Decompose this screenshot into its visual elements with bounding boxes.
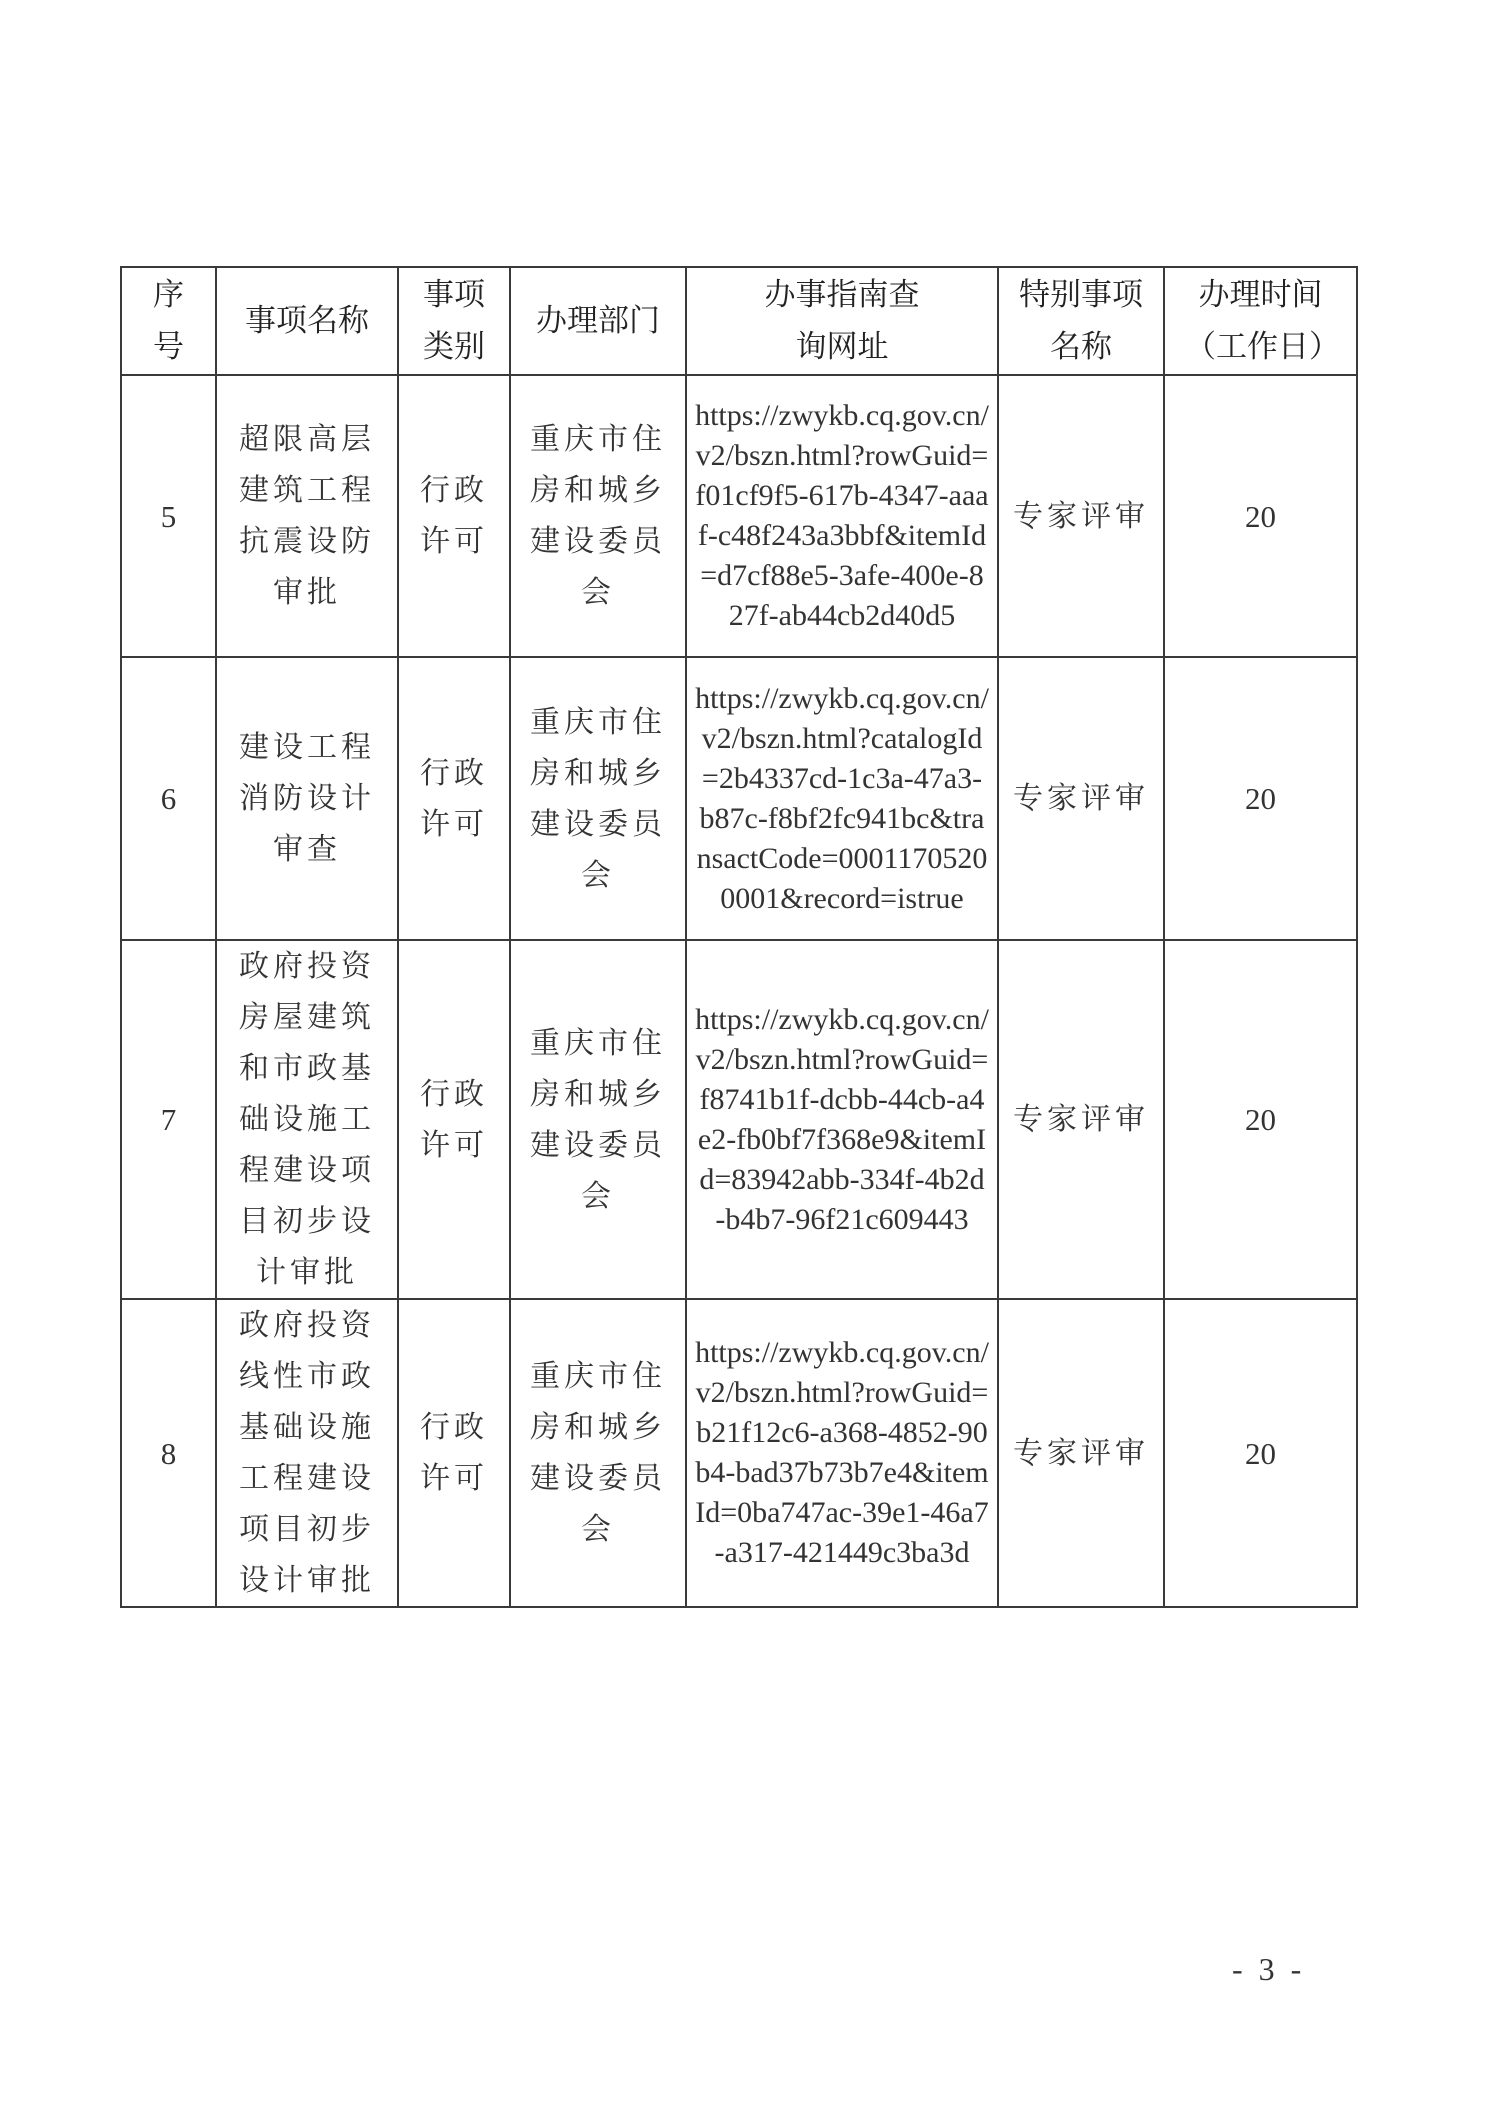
- row-url: https://zwykb.cq.gov.cn/v2/bszn.html?catalogId=2b4337cd-1c3a-47a3-b87c-f8bf2fc941bc&transactCode=00011705200001&record=istrue: [686, 657, 998, 940]
- row-num: 5: [121, 375, 216, 657]
- header-url: 办事指南查询网址: [686, 267, 998, 375]
- header-department: 办理部门: [510, 267, 686, 375]
- table-row: [121, 940, 1357, 1299]
- page-number: - 3 -: [1232, 1951, 1306, 1987]
- row-special: 专家评审: [998, 1299, 1164, 1607]
- row-num: 6: [121, 657, 216, 940]
- row-department: 重庆市住房和城乡建设委员会: [510, 940, 686, 1299]
- row-time: 20: [1164, 1299, 1357, 1607]
- table-row: [121, 657, 1357, 940]
- row-name: 建设工程消防设计审查: [216, 657, 398, 940]
- matters-table: [120, 266, 1358, 1608]
- row-name: 超限高层建筑工程抗震设防审批: [216, 375, 398, 657]
- row-category: 行政许可: [398, 940, 510, 1299]
- row-num: 7: [121, 940, 216, 1299]
- row-url: https://zwykb.cq.gov.cn/v2/bszn.html?rowGuid=f8741b1f-dcbb-44cb-a4e2-fb0bf7f368e9&itemId=83942abb-334f-4b2d-b4b7-96f21c609443: [686, 940, 998, 1299]
- row-special: 专家评审: [998, 657, 1164, 940]
- row-name: 政府投资房屋建筑和市政基础设施工程建设项目初步设计审批: [216, 940, 398, 1299]
- row-time: 20: [1164, 657, 1357, 940]
- row-name: 政府投资线性市政基础设施工程建设项目初步设计审批: [216, 1299, 398, 1607]
- row-url: https://zwykb.cq.gov.cn/v2/bszn.html?rowGuid=b21f12c6-a368-4852-90b4-bad37b73b7e4&itemId=0ba747ac-39e1-46a7-a317-421449c3ba3d: [686, 1299, 998, 1607]
- table-header-row: [121, 267, 1357, 375]
- row-special: 专家评审: [998, 940, 1164, 1299]
- header-name: 事项名称: [216, 267, 398, 375]
- row-category: 行政许可: [398, 375, 510, 657]
- row-time: 20: [1164, 940, 1357, 1299]
- table-row: [121, 1299, 1357, 1607]
- row-special: 专家评审: [998, 375, 1164, 657]
- header-num: 序号: [121, 267, 216, 375]
- row-num: 8: [121, 1299, 216, 1607]
- row-department: 重庆市住房和城乡建设委员会: [510, 657, 686, 940]
- header-time: 办理时间（工作日）: [1164, 267, 1357, 375]
- row-time: 20: [1164, 375, 1357, 657]
- row-category: 行政许可: [398, 657, 510, 940]
- table-row: [121, 375, 1357, 657]
- header-special: 特别事项名称: [998, 267, 1164, 375]
- header-category: 事项类别: [398, 267, 510, 375]
- row-department: 重庆市住房和城乡建设委员会: [510, 1299, 686, 1607]
- row-category: 行政许可: [398, 1299, 510, 1607]
- row-department: 重庆市住房和城乡建设委员会: [510, 375, 686, 657]
- row-url: https://zwykb.cq.gov.cn/v2/bszn.html?rowGuid=f01cf9f5-617b-4347-aaaf-c48f243a3bbf&itemId=d7cf88e5-3afe-400e-827f-ab44cb2d40d5: [686, 375, 998, 657]
